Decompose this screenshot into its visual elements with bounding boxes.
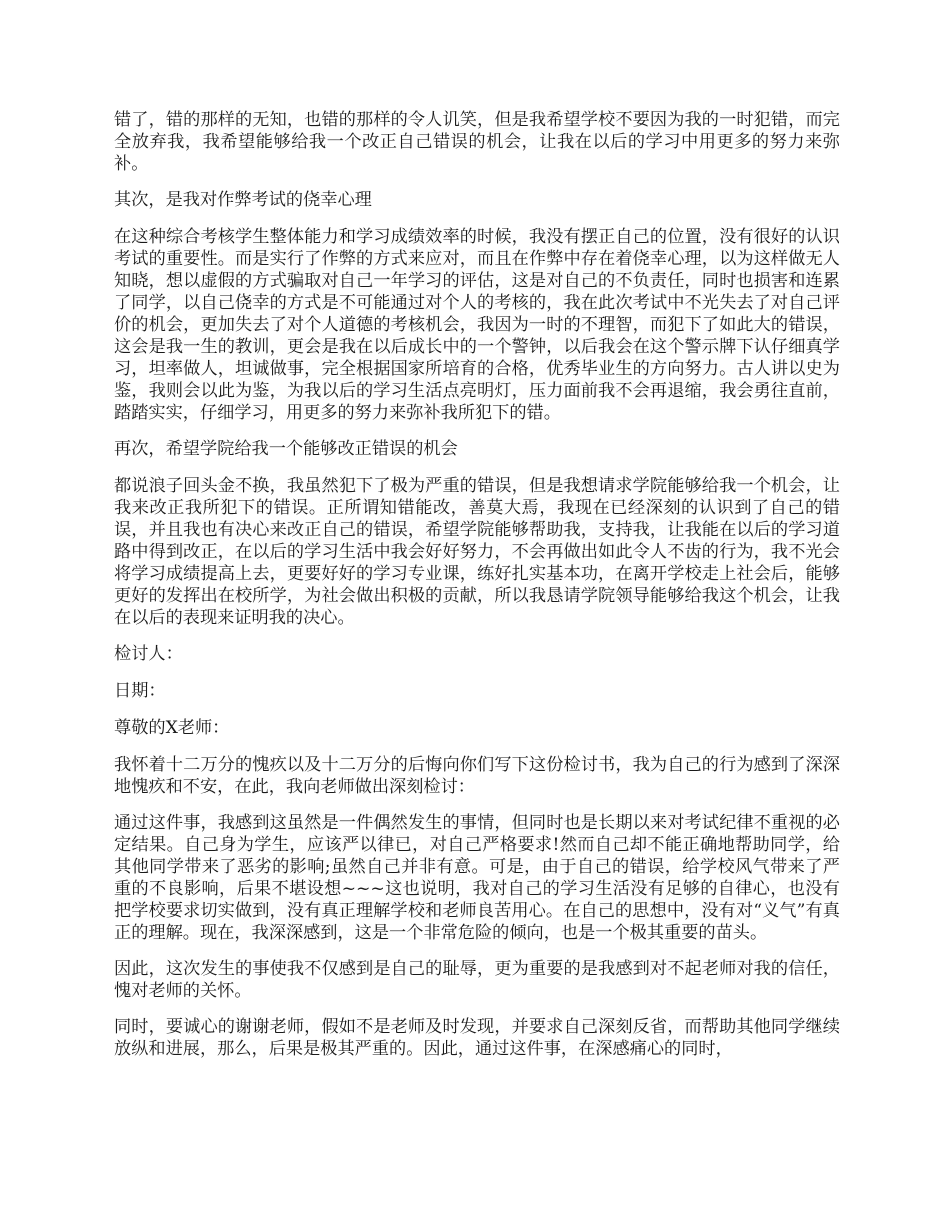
paragraph-cheating-mindset: 在这种综合考核学生整体能力和学习成绩效率的时候，我没有摆正自己的位置，没有很好的认识考试的重要性。而是实行了作弊的方式来应对，而且在作弊中存在着侥幸心理，以为这样做无人知晓，想以虚假的方式骗取对自己一年学习的评估，这是对自己的不负责任，同时也损害和连累了同学，以自己侥幸的方式是不可能通过对个人的考核的，我在此次考试中不光失去了对自己评价的机会，更加失去了对个人道德的考核机会，我因为一时的不理智，而犯下了如此大的错误，这会是我一生的教训，更会是我在以后成长中的一个警钟，以后我会在这个警示牌下认仔细真学习，坦率做人，坦诚做事，完全根据国家所培育的合格，优秀毕业生的方向努力。古人讲以史为鉴，我则会以此为鉴，为我以后的学习生活点亮明灯，压力面前我不会再退缩，我会勇往直前，踏踏实实，仔细学习，用更多的努力来弥补我所犯下的错。: [114, 227, 840, 423]
section-heading-second: 其次，是我对作弊考试的侥幸心理: [114, 190, 372, 210]
paragraph-intro-continuation: 错了，错的那样的无知，也错的那样的令人讥笑，但是我希望学校不要因为我的一时犯错，而完全放弃我，我希望能够给我一个改正自己错误的机会，让我在以后的学习中用更多的努力来弥补。: [114, 110, 840, 174]
paragraph-gratitude: 同时，要诚心的谢谢老师，假如不是老师及时发现，并要求自己深刻反省，而帮助其他同学继续放纵和进展，那么，后果是极其严重的。因此，通过这件事，在深感痛心的同时，: [114, 1017, 840, 1059]
paragraph-shame: 因此，这次发生的事使我不仅感到是自己的耻辱，更为重要的是我感到对不起老师对我的信任，愧对老师的关怀。: [114, 959, 840, 1001]
paragraph-apology-opening: 我怀着十二万分的愧疚以及十二万分的后悔向你们写下这份检讨书，我为自己的行为感到了深深地愧疚和不安，在此，我向老师做出深刻检讨：: [114, 755, 840, 797]
signature-label: 检讨人：: [114, 644, 183, 664]
paragraph-reflection: 通过这件事，我感到这虽然是一件偶然发生的事情，但同时也是长期以来对考试纪律不重视的必定结果。自己身为学生，应该严以律已，对自己严格要求!然而自己却不能正确地帮助同学，给其他同学带来了恶劣的影响;虽然自己并非有意。可是，由于自己的错误，给学校风气带来了严重的不良影响，后果不堪设想~~~这也说明，我对自己的学习生活没有足够的自律心，也没有把学校要求切实做到，没有真正理解学校和老师良苦用心。在自己的思想中，没有对“义气”有真正的理解。现在，我深深感到，这是一个非常危险的倾向，也是一个极其重要的苗头。: [114, 813, 840, 943]
paragraph-request-chance: 都说浪子回头金不换，我虽然犯下了极为严重的错误，但是我想请求学院能够给我一个机会，让我来改正我所犯下的错误。正所谓知错能改，善莫大焉，我现在已经深刻的认识到了自己的错误，并且我也有决心来改正自己的错误，希望学院能够帮助我，支持我，让我能在以后的学习道路中得到改正，在以后的学习生活中我会好好努力，不会再做出如此令人不齿的行为，我不光会将学习成绩提高上去，更要好好的学习专业课，练好扎实基本功，在离开学校走上社会后，能够更好的发挥出在校所学，为社会做出积极的贡献，所以我恳请学院领导能够给我这个机会，让我在以后的表现来证明我的决心。: [114, 476, 840, 628]
salutation: 尊敬的X老师：: [114, 718, 230, 738]
date-label: 日期：: [114, 681, 166, 701]
section-heading-third: 再次，希望学院给我一个能够改正错误的机会: [114, 439, 458, 459]
